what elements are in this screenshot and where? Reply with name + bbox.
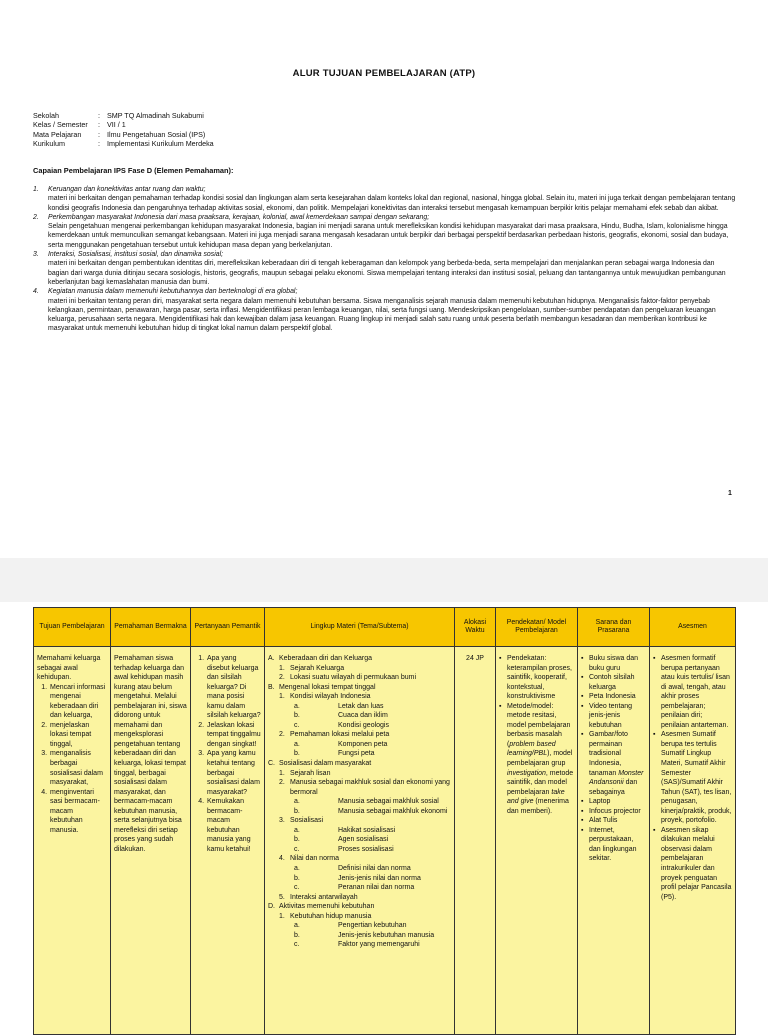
capaian-number: 4. bbox=[33, 288, 39, 296]
header-asesmen: Asesmen bbox=[650, 608, 736, 647]
list-item: ▪ Laptop bbox=[581, 797, 646, 807]
item-letter: c. bbox=[294, 845, 300, 853]
info-label: Sekolah bbox=[33, 111, 59, 120]
lingkup-item bbox=[268, 797, 451, 807]
sub-title: Lokasi suatu wilayah di permukaan bumi bbox=[290, 674, 417, 682]
sub-number: 2. bbox=[279, 779, 285, 787]
pertanyaan-list bbox=[194, 654, 261, 854]
cell-pendekatan bbox=[496, 647, 578, 1035]
info-row-sekolah: Sekolah : SMP TQ Almadinah Sukabumi bbox=[33, 111, 204, 120]
capaian-item bbox=[33, 185, 736, 213]
list-item: ▪ Internet, perpustakaan, dan lingkungan sekitar. bbox=[581, 826, 646, 864]
item-text: Kondisi geologis bbox=[338, 721, 389, 729]
lingkup-sub bbox=[268, 664, 451, 674]
list-item: 1. Apa yang disebut keluarga dan silsilah keluarga? Di mana posisi kamu dalam silsilah keluarga? bbox=[206, 654, 261, 721]
item-letter: c. bbox=[294, 941, 300, 949]
capaian-heading: Capaian Pembelajaran IPS Fase D (Elemen Pemahaman): bbox=[33, 166, 234, 175]
list-item: 3. Apa yang kamu ketahui tentang berbagai sosialisasi dalam masyarakat? bbox=[206, 749, 261, 797]
lingkup-item bbox=[268, 940, 451, 950]
lingkup-section bbox=[268, 902, 451, 912]
list-item: ▪ Pendekatan: keterampilan proses, saintifik, kooperatif, kontekstual, konstruktivisme bbox=[499, 654, 574, 702]
sub-title: Sejarah Keluarga bbox=[290, 664, 345, 672]
lingkup-item bbox=[268, 749, 451, 759]
info-row-kurikulum: Kurikulum : Implementasi Kurikulum Merdeka bbox=[33, 139, 214, 149]
tujuan-intro: Memahami keluarga sebagai awal kehidupan. bbox=[37, 655, 101, 682]
item-text: Jenis-jenis kebutuhan manusia bbox=[338, 931, 435, 939]
section-title: Mengenal lokasi tempat tinggal bbox=[279, 683, 376, 691]
cell-lingkup bbox=[265, 647, 455, 1035]
sub-number: 3. bbox=[279, 817, 285, 825]
item-text: Letak dan luas bbox=[338, 702, 384, 710]
lingkup-item bbox=[268, 883, 451, 893]
text-segment: Gambar/foto permainan tradisional Indonesia, tanaman bbox=[589, 731, 628, 777]
text-segment: dan sebagainya bbox=[589, 779, 638, 796]
info-label: Kurikulum bbox=[33, 139, 65, 149]
list-item: ▪ Asesmen formatif berupa pertanyaan atau kuis tertulis/ lisan di awal, tengah, atau akhir proses pembelajaran; penilaian diri; penilaian antarteman. bbox=[653, 654, 732, 730]
lingkup-section bbox=[268, 759, 451, 769]
cell-sarana bbox=[578, 647, 650, 1035]
list-item: ▪ Video tentang jenis-jenis kebutuhan bbox=[581, 702, 646, 731]
capaian-item bbox=[33, 287, 736, 333]
list-item: ▪ Contoh silsilah keluarga bbox=[581, 673, 646, 692]
lingkup-item bbox=[268, 826, 451, 836]
sub-number: 1. bbox=[279, 693, 285, 701]
capaian-number: 1. bbox=[33, 186, 39, 193]
lingkup-sub bbox=[268, 893, 451, 903]
sub-number: 1. bbox=[279, 769, 285, 777]
header-pertanyaan: Pertanyaan Pemantik bbox=[191, 608, 265, 647]
lingkup-item bbox=[268, 702, 451, 712]
info-label: Mata Pelajaran bbox=[33, 129, 82, 139]
item-text: Definisi nilai dan norma bbox=[338, 865, 411, 873]
tujuan-list bbox=[37, 683, 107, 836]
capaian-title: Interaksi, Sosialisasi, institusi sosial, dan dinamika sosial; bbox=[48, 251, 224, 259]
list-item: ▪ Buku siswa dan buku guru bbox=[581, 654, 646, 673]
item-letter: a. bbox=[294, 826, 300, 834]
asesmen-list bbox=[653, 654, 732, 902]
school-info bbox=[33, 111, 214, 149]
text-segment: problem based learning/PBL bbox=[507, 740, 556, 758]
item-text: Agen sosialisasi bbox=[338, 836, 389, 844]
list-item: 3. menganalisis berbagai sosialisasi dalam masyarakat, bbox=[49, 749, 107, 787]
list-item: 2. Jelaskan lokasi tempat tinggalmu dengan singkat! bbox=[206, 721, 261, 750]
item-text: Proses sosialisasi bbox=[338, 845, 394, 853]
text-segment: investigation bbox=[507, 769, 546, 777]
page-separator bbox=[0, 558, 768, 602]
lingkup-section bbox=[268, 654, 451, 664]
lingkup-item bbox=[268, 711, 451, 721]
lingkup-item bbox=[268, 740, 451, 750]
list-item: 2. menjelaskan lokasi tempat tinggal, bbox=[49, 721, 107, 750]
capaian-text: materi ini berkaitan dengan pemahaman terhadap kondisi sosial dan lingkungan alam serta kesejarahan dalam konteks lokal dan regional, nasional, hingga global. Selain itu, materi ini juga terkait dengan pembelajaran tentang kondisi geografis Indonesia dan pengaruhnya terhadap aktivitas sosial, ekonomi, dan politik. Mempelajari konektivitas dan interaksi tersebut mengasah kemampuan berpikir kritis pelajar memahami efek sebab dan akibat. bbox=[48, 195, 736, 212]
sarana-list bbox=[581, 654, 646, 864]
cell-pemahaman bbox=[111, 647, 191, 1035]
item-text: Peranan nilai dan norma bbox=[338, 884, 415, 892]
item-letter: a. bbox=[294, 740, 300, 748]
item-text: Hakikat sosialisasi bbox=[338, 826, 396, 834]
lingkup-sub bbox=[268, 778, 451, 797]
item-letter: b. bbox=[294, 836, 300, 844]
lingkup-item bbox=[268, 931, 451, 941]
item-letter: a. bbox=[294, 865, 300, 873]
cell-asesmen bbox=[650, 647, 736, 1035]
sub-title: Kondisi wilayah Indonesia bbox=[290, 693, 371, 701]
lingkup-sub bbox=[268, 692, 451, 702]
section-label: B. bbox=[268, 683, 275, 691]
section-label: C. bbox=[268, 760, 275, 768]
capaian-title: Keruangan dan konektivitas antar ruang dan waktu; bbox=[48, 186, 206, 193]
cell-pertanyaan bbox=[191, 647, 265, 1035]
item-text: Manusia sebagai makhluk sosial bbox=[338, 798, 439, 806]
pendekatan-list bbox=[499, 654, 574, 816]
capaian-list bbox=[33, 185, 736, 334]
list-item: 4. Kemukakan bermacam-macam kebutuhan manusia yang kamu ketahui! bbox=[206, 797, 261, 854]
document-title: ALUR TUJUAN PEMBELAJARAN (ATP) bbox=[292, 68, 476, 79]
lingkup-item bbox=[268, 874, 451, 884]
list-item bbox=[581, 730, 646, 797]
item-text: Fungsi peta bbox=[338, 750, 375, 758]
lingkup-sub bbox=[268, 912, 451, 922]
item-letter: c. bbox=[294, 721, 300, 729]
text-segment: Metode/model: metode resitasi, model pembelajaran berbasis masalah ( bbox=[507, 702, 571, 748]
text-segment: Monster Andansonii bbox=[589, 769, 644, 787]
section-label: A. bbox=[268, 655, 275, 662]
item-letter: a. bbox=[294, 702, 300, 710]
list-item: ▪ Alat Tulis bbox=[581, 816, 646, 826]
text-segment: , metode saintifik, dan model pembelajaran bbox=[507, 769, 574, 796]
section-label: D. bbox=[268, 903, 275, 911]
info-value: SMP TQ Almadinah Sukabumi bbox=[107, 111, 204, 120]
lingkup-item bbox=[268, 864, 451, 874]
header-alokasi: Alokasi Waktu bbox=[455, 608, 496, 647]
list-item: 4. menginventari sasi bermacam-macam kebutuhan manusia. bbox=[49, 788, 107, 836]
header-sarana: Sarana dan Prasarana bbox=[578, 608, 650, 647]
sub-number: 1. bbox=[279, 664, 285, 672]
lingkup-item bbox=[268, 845, 451, 855]
item-text: Jenis-jenis nilai dan norma bbox=[338, 874, 421, 882]
capaian-title: Kegiatan manusia dalam memenuhi kebutuhannya dan berteknologi di era global; bbox=[48, 288, 298, 296]
info-row-kelas: Kelas / Semester : VII / 1 bbox=[33, 120, 126, 130]
capaian-text: materi ini berkaitan dengan pembentukan identitas diri, merefleksikan keberadaan diri di tengah keberagaman dan kelompok yang berbeda-beda, serta mempelajari dan menjalankan peran sebagai warga Indonesia dan bagian dari warga dunia ditinjau secara sosiologis, historis, geografis, maupun sebagai pelaku ekonomi. Siswa mempelajari tentang interaksi dan institusi sosial, peluang dan tantangannya untuk mewujudkan pembangunan keberlanjutan bagi kemaslahatan manusia dan bumi. bbox=[48, 260, 726, 286]
sub-title: Sejarah lisan bbox=[290, 769, 331, 777]
sub-title: Interaksi antarwilayah bbox=[290, 893, 358, 901]
list-item bbox=[499, 702, 574, 817]
list-item: ▪ Peta Indonesia bbox=[581, 692, 646, 702]
alokasi-value: 24 JP bbox=[466, 655, 484, 662]
cell-alokasi bbox=[455, 647, 496, 1035]
item-text: Komponen peta bbox=[338, 740, 388, 748]
sub-title: Pemahaman lokasi melalui peta bbox=[290, 731, 390, 739]
list-item: 1. Mencari informasi mengenai keberadaan diri dan keluarga, bbox=[49, 683, 107, 721]
lingkup-sub bbox=[268, 816, 451, 826]
sub-number: 5. bbox=[279, 893, 285, 901]
item-letter: c. bbox=[294, 884, 300, 892]
section-title: Sosialisasi dalam masyarakat bbox=[279, 760, 372, 768]
lingkup-sub bbox=[268, 730, 451, 740]
capaian-text: Selain pengetahuan mengenai perkembangan kehidupan masyarakat Indonesia, bagian ini menjadi sarana untuk merefleksikan kondisi kehidupan masyarakat dari masa praaksara, Hindu, Budha, Islam, kolonialisme hingga kemerdekaan untuk memunculkan semangat kebangsaan. Materi ini juga menjadi sarana mengasah kesadaran untuk berpikir dari berbagai perspektif berdasarkan perbedaan historis, geografis, ekonomi, sosial dan budaya, serta menggunakan pengetahuan tersebut untuk kehidupan masa depan yang berkelanjutan. bbox=[48, 223, 729, 249]
document-page-2 bbox=[0, 602, 768, 1024]
cell-tujuan bbox=[34, 647, 111, 1035]
lingkup-sub bbox=[268, 769, 451, 779]
sub-number: 2. bbox=[279, 674, 285, 682]
sub-title: Nilai dan norma bbox=[290, 855, 340, 863]
item-letter: b. bbox=[294, 931, 300, 939]
item-text: Cuaca dan iklim bbox=[338, 712, 388, 720]
lingkup-item bbox=[268, 835, 451, 845]
text-segment: take and give bbox=[507, 788, 565, 806]
atp-table bbox=[33, 607, 736, 1035]
item-text: Manusia sebagai makhluk ekonomi bbox=[338, 807, 448, 815]
info-value: VII / 1 bbox=[107, 120, 126, 130]
table-header-row bbox=[34, 608, 736, 647]
item-text: Pengertian kebutuhan bbox=[338, 922, 407, 930]
lingkup-sub bbox=[268, 854, 451, 864]
item-letter: b. bbox=[294, 750, 300, 758]
lingkup-sub bbox=[268, 673, 451, 683]
lingkup-item bbox=[268, 721, 451, 731]
capaian-item bbox=[33, 250, 736, 287]
info-label: Kelas / Semester bbox=[33, 120, 88, 130]
lingkup-item bbox=[268, 807, 451, 817]
list-item: ▪ Asesmen Sumatif berupa tes tertulis Sumatif Lingkup Materi, Sumatif Akhir Semester (SAS)/Sumatif Akhir Tahun (SAT), tes lisan, penugasan, kinerja/praktik, produk, proyek, portofolio. bbox=[653, 730, 732, 825]
text-segment: (menerima dan memberi). bbox=[507, 798, 569, 815]
header-lingkup: Lingkup Materi (Tema/Subtema) bbox=[265, 608, 455, 647]
lingkup-section bbox=[268, 683, 451, 693]
sub-title: Manusia sebagai makhluk sosial dan ekonomi yang bermoral bbox=[290, 779, 450, 796]
header-pendekatan: Pendekatan/ Model Pembelajaran bbox=[496, 608, 578, 647]
sub-title: Sosialisasi bbox=[290, 817, 324, 825]
sub-number: 1. bbox=[279, 912, 285, 920]
list-item: ▪ Infocus projector bbox=[581, 807, 646, 817]
section-title: Aktivitas memenuhi kebutuhan bbox=[279, 903, 375, 911]
sub-title: Kebutuhan hidup manusia bbox=[290, 912, 372, 920]
info-value: Ilmu Pengetahuan Sosial (IPS) bbox=[107, 129, 206, 139]
item-letter: b. bbox=[294, 712, 300, 720]
capaian-title: Perkembangan masyarakat Indonesia dari masa praaksara, kerajaan, kolonial, awal kemerdekaan sampai dengan sekarang; bbox=[48, 213, 430, 221]
item-letter: a. bbox=[294, 922, 300, 930]
item-letter: a. bbox=[294, 798, 300, 806]
header-pemahaman: Pemahaman Bermakna bbox=[111, 608, 191, 647]
info-value: Implementasi Kurikulum Merdeka bbox=[107, 139, 214, 149]
item-letter: b. bbox=[294, 874, 300, 882]
header-tujuan: Tujuan Pembelajaran bbox=[34, 608, 111, 647]
text-segment: ), model pembelajaran grup bbox=[507, 750, 573, 768]
info-row-mapel: Mata Pelajaran : Ilmu Pengetahuan Sosial (IPS) bbox=[33, 129, 206, 139]
capaian-number: 3. bbox=[33, 251, 39, 259]
pemahaman-text: Pemahaman siswa terhadap keluarga dan awal kehidupan masih kurang atau belum mengetahui. Melalui pembelajaran ini, siswa didorong untuk memahami dan mengeksplorasi pengetahuan tentang keberadaan diri dan keluarga, lokasi tempat tinggal, berbagai sosialisasi dalam masyarakat, dan bermacam-macam kebutuhan manusia, serta selanjutnya bisa merefleksi diri setiap proses yang sudah dilakukan. bbox=[114, 655, 187, 853]
capaian-text: materi ini berkaitan tentang peran diri, masyarakat serta negara dalam memenuhi kebutuhan bersama. Siswa menganalisis sejarah manusia dalam memenuhi kebutuhan hidupnya. Menganalisis faktor-faktor penyebab kelangkaan, permintaan, penawaran, harga pasar, serta inflasi. Mengidentifikasi peran lembaga keuangan, nilai, serta fungsi uang. Mendeskripsikan pengelolaan, sumber-sumber pendapatan dan pengeluaran keuangan keluarga, perusahaan serta negara. Mengidentifikasi hak dan kewajiban dalam jasa keuangan. Ruang lingkup ini menjadi salah satu ruang untuk peserta berlatih membangun kesadaran dan memberikan kontribusi ke masyarakat untuk memenuhi kebutuhan hidup di tingkat lokal namun dalam perspektif global. bbox=[48, 297, 716, 333]
list-item: ▪ Asesmen sikap dilakukan melalui observasi dalam pembelajaran intrakurikuler dan proyek penguatan profil pelajar Pancasila (P5). bbox=[653, 826, 732, 902]
table-row bbox=[34, 647, 736, 1035]
sub-number: 2. bbox=[279, 731, 285, 739]
section-title: Keberadaan diri dan Keluarga bbox=[279, 655, 373, 662]
item-letter: b. bbox=[294, 807, 300, 815]
sub-number: 4. bbox=[279, 855, 285, 863]
item-text: Faktor yang memengaruhi bbox=[338, 941, 420, 949]
capaian-number: 2. bbox=[33, 213, 39, 221]
page-number: 1 bbox=[728, 490, 732, 497]
lingkup-item bbox=[268, 921, 451, 931]
capaian-item bbox=[33, 213, 736, 250]
